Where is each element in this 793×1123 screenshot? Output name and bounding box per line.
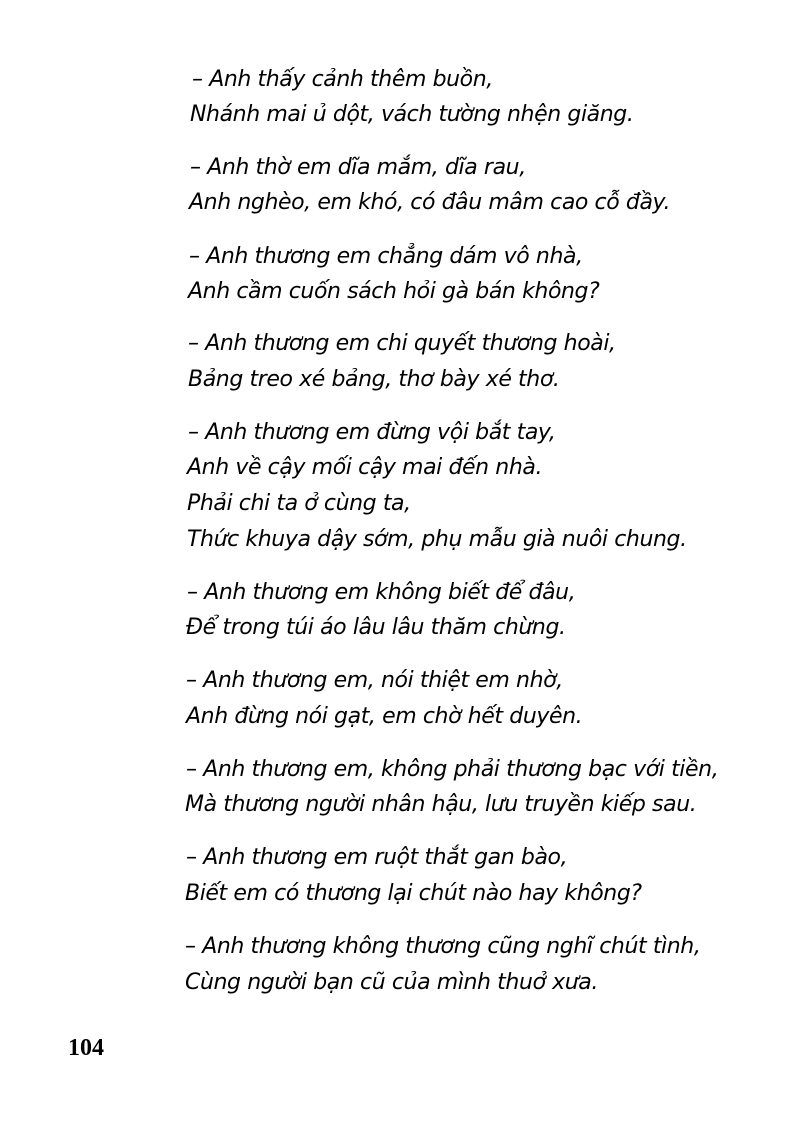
poem-line: Biết em có thương lại chút nào hay không?: [185, 881, 642, 906]
poem-line: – Anh thương em chẳng dám vô nhà,: [189, 244, 583, 269]
poem-line: – Anh thương em chi quyết thương hoài,: [188, 331, 616, 356]
poem-line: Anh cầm cuốn sách hỏi gà bán không?: [188, 279, 600, 304]
poem-line: Anh đừng nói gạt, em chờ hết duyên.: [186, 704, 583, 729]
poem-line: – Anh thờ em dĩa mắm, dĩa rau,: [190, 155, 526, 180]
poem-line: – Anh thương em ruột thắt gan bào,: [186, 845, 568, 870]
poem-line: – Anh thương em không biết để đâu,: [187, 580, 576, 605]
poem-line: – Anh thấy cảnh thêm buồn,: [192, 67, 493, 92]
poem-line: – Anh thương em, nói thiệt em nhờ,: [186, 668, 563, 693]
poem-line: Anh về cậy mối cậy mai đến nhà.: [187, 455, 543, 480]
poem-line: – Anh thương em, không phải thương bạc với tiền,: [186, 757, 719, 782]
page-number: 104: [68, 1035, 104, 1061]
poem-line: Cùng người bạn cũ của mình thuở xưa.: [185, 970, 598, 995]
poem-line: – Anh thương không thương cũng nghĩ chút tình,: [185, 934, 701, 959]
poem-line: Thức khuya dậy sớm, phụ mẫu già nuôi chung.: [187, 527, 687, 552]
poem-line: Nhánh mai ủ dột, vách tường nhện giăng.: [190, 102, 634, 127]
poem-line: Phải chi ta ở cùng ta,: [187, 491, 411, 516]
poem-line: Để trong túi áo lâu lâu thăm chừng.: [186, 615, 566, 640]
poem-line: Anh nghèo, em khó, có đâu mâm cao cỗ đầy.: [189, 190, 671, 215]
poem-line: Bảng treo xé bảng, thơ bày xé thơ.: [188, 367, 560, 392]
poem-line: Mà thương người nhân hậu, lưu truyền kiếp sau.: [185, 792, 697, 817]
poem-line: – Anh thương em đừng vội bắt tay,: [188, 420, 556, 445]
